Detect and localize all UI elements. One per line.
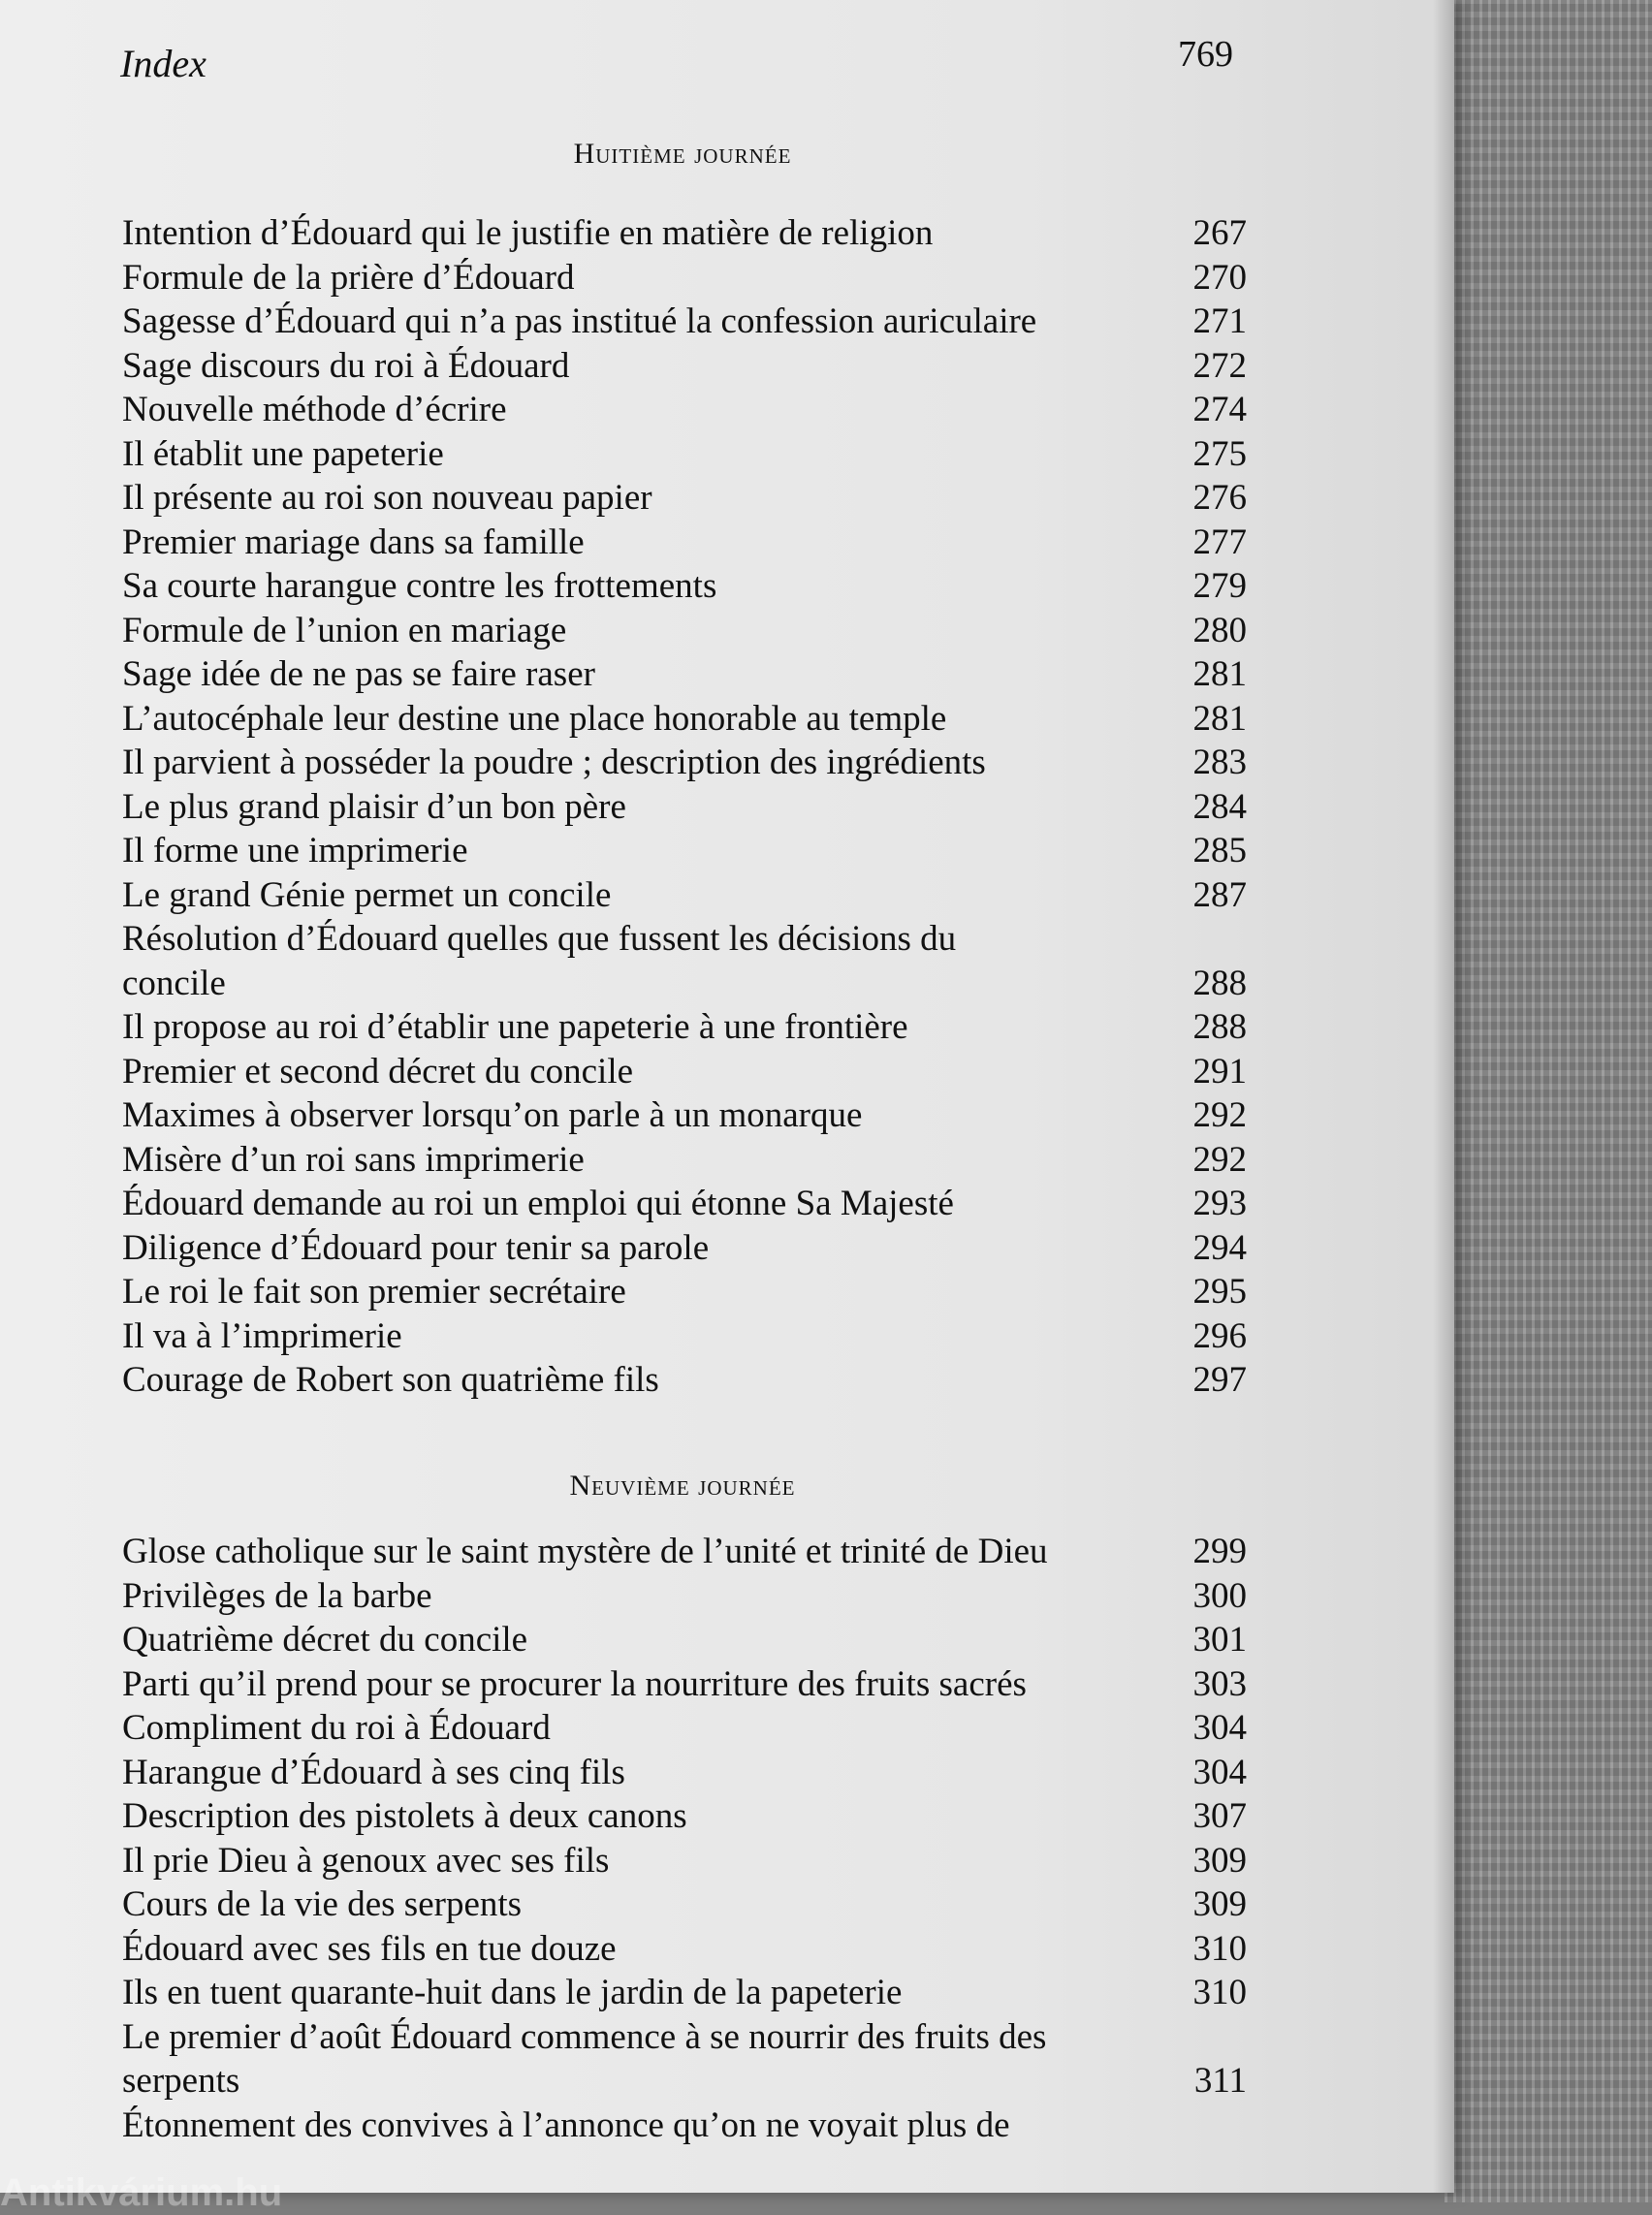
entry-text: Sa courte harangue contre les frottements	[122, 566, 717, 606]
entry-page: 296	[1192, 1315, 1247, 1356]
index-entry	[122, 1314, 1247, 1359]
section-heading-8: Huitième journée	[573, 138, 792, 170]
entry-page: 274	[1192, 390, 1247, 429]
entry-page: 277	[1192, 522, 1247, 562]
entry-text: Édouard avec ses fils en tue douze	[122, 1928, 617, 1969]
index-entry	[122, 609, 1247, 653]
entry-page: 270	[1192, 257, 1247, 298]
entry-page: 300	[1192, 1575, 1247, 1616]
entry-page: 279	[1192, 566, 1247, 606]
index-entry	[122, 1794, 1247, 1839]
index-entry	[122, 1927, 1247, 1972]
entry-text: Étonnement des convives à l’annonce qu’on ne voyait plus de	[122, 2104, 1010, 2145]
entry-text: Quatrième décret du concile	[122, 1620, 528, 1660]
entry-page: 292	[1192, 1095, 1247, 1135]
entry-page: 280	[1192, 610, 1247, 650]
entry-page: 311	[1193, 2061, 1247, 2101]
index-entry	[122, 917, 1247, 962]
entry-text: Parti qu’il prend pour se procurer la nourriture des fruits sacrés	[122, 1663, 1027, 1704]
entry-page: 297	[1192, 1360, 1247, 1400]
index-entry	[122, 873, 1247, 918]
entry-page: 304	[1192, 1708, 1247, 1748]
entry-page: 271	[1192, 301, 1247, 341]
entry-page: 303	[1192, 1663, 1247, 1704]
entry-page: 293	[1192, 1184, 1247, 1223]
entry-text: Formule de l’union en mariage	[122, 610, 567, 650]
entry-text: Sagesse d’Édouard qui n’a pas institué la confession auriculaire	[122, 301, 1037, 341]
index-entry	[122, 1839, 1247, 1883]
entry-text: L’autocéphale leur destine une place honorable au temple	[122, 698, 947, 739]
entry-text: Il établit une papeterie	[122, 433, 444, 474]
entry-text: Sage discours du roi à Édouard	[122, 345, 570, 386]
entry-text: Maximes à observer lorsqu’on parle à un monarque	[122, 1095, 863, 1135]
entry-text: Misère d’un roi sans imprimerie	[122, 1139, 585, 1180]
entry-text: Le premier d’août Édouard commence à se nourrir des fruits des	[122, 2016, 1047, 2057]
index-entry	[122, 652, 1247, 697]
entry-text: Harangue d’Édouard à ses cinq fils	[122, 1752, 625, 1792]
index-list-8	[122, 211, 1247, 1403]
entry-text: Nouvelle méthode d’écrire	[122, 390, 507, 429]
entry-text: Il prie Dieu à genoux avec ses fils	[122, 1840, 610, 1881]
index-entry	[122, 1883, 1247, 1927]
index-entry	[122, 2015, 1247, 2060]
entry-page: 272	[1192, 345, 1247, 386]
index-entry	[122, 1358, 1247, 1403]
index-entry	[122, 256, 1247, 301]
entry-text: Il parvient à posséder la poudre ; description des ingrédients	[122, 743, 986, 782]
index-entry	[122, 388, 1247, 432]
running-head: Index	[120, 42, 206, 85]
index-entry	[122, 1530, 1247, 1574]
index-entry	[122, 1050, 1247, 1094]
entry-page: 299	[1192, 1532, 1247, 1571]
index-entry	[122, 1005, 1247, 1050]
entry-page: 267	[1192, 213, 1247, 253]
index-entry	[122, 344, 1247, 389]
index-entry	[122, 1618, 1247, 1662]
entry-page: 287	[1192, 874, 1247, 915]
index-entry	[122, 1182, 1247, 1226]
entry-page: 283	[1192, 743, 1247, 782]
entry-page: 292	[1192, 1139, 1247, 1180]
index-entry	[122, 785, 1247, 830]
index-entry	[122, 1971, 1247, 2015]
entry-page: 309	[1192, 1884, 1247, 1924]
entry-text: Premier et second décret du concile	[122, 1051, 634, 1092]
entry-page: 310	[1192, 1928, 1247, 1969]
entry-page: 284	[1192, 786, 1247, 827]
index-entry	[122, 697, 1247, 742]
entry-text: Courage de Robert son quatrième fils	[122, 1360, 659, 1400]
index-entry	[122, 2104, 1247, 2148]
watermark-logo: Antikvárium.hu	[0, 2171, 283, 2214]
entry-text: Intention d’Édouard qui le justifie en matière de religion	[122, 213, 934, 253]
entry-page: 288	[1192, 1007, 1247, 1047]
entry-text: Il propose au roi d’établir une papeterie à une frontière	[122, 1007, 908, 1047]
index-entry	[122, 1270, 1247, 1314]
index-entry	[122, 521, 1247, 565]
entry-text: Diligence d’Édouard pour tenir sa parole	[122, 1227, 710, 1268]
background-texture	[1445, 0, 1652, 2202]
entry-text: Résolution d’Édouard quelles que fussent les décisions du	[122, 919, 957, 959]
index-entry	[122, 564, 1247, 609]
section-heading-9: Neuvième journée	[569, 1470, 796, 1502]
entry-text: Glose catholique sur le saint mystère de l’unité et trinité de Dieu	[122, 1532, 1048, 1571]
entry-text: Il forme une imprimerie	[122, 831, 468, 870]
entry-text: Premier mariage dans sa famille	[122, 522, 585, 562]
index-entry	[122, 2059, 1247, 2104]
entry-page: 276	[1192, 478, 1247, 518]
entry-page: 304	[1192, 1752, 1247, 1792]
entry-page: 288	[1192, 963, 1247, 1003]
page-number: 769	[1178, 34, 1233, 75]
index-entry	[122, 1093, 1247, 1138]
entry-text: Sage idée de ne pas se faire raser	[122, 654, 595, 694]
entry-text: Cours de la vie des serpents	[122, 1884, 523, 1924]
entry-page: 291	[1192, 1051, 1247, 1092]
index-entry	[122, 1662, 1247, 1707]
entry-text: Compliment du roi à Édouard	[122, 1708, 551, 1748]
entry-text: Le roi le fait son premier secrétaire	[122, 1272, 626, 1312]
entry-page: 275	[1192, 433, 1247, 474]
index-entry	[122, 476, 1247, 521]
entry-page: 295	[1192, 1272, 1247, 1312]
entry-page: 301	[1192, 1620, 1247, 1660]
entry-text: Le plus grand plaisir d’un bon père	[122, 786, 626, 827]
index-entry	[122, 1226, 1247, 1271]
entry-text: Formule de la prière d’Édouard	[122, 257, 575, 298]
index-entry	[122, 1706, 1247, 1751]
entry-page: 309	[1192, 1840, 1247, 1881]
entry-text: Il présente au roi son nouveau papier	[122, 478, 652, 518]
entry-page: 281	[1192, 698, 1247, 739]
entry-text: Le grand Génie permet un concile	[122, 874, 612, 915]
entry-text: concile	[122, 963, 226, 1003]
index-entry	[122, 829, 1247, 873]
index-entry	[122, 432, 1247, 477]
entry-page: 281	[1192, 654, 1247, 694]
entry-text: Édouard demande au roi un emploi qui étonne Sa Majesté	[122, 1184, 954, 1223]
entry-text: Privilèges de la barbe	[122, 1575, 432, 1616]
index-entry	[122, 741, 1247, 785]
entry-text: serpents	[122, 2061, 240, 2101]
index-entry	[122, 1574, 1247, 1619]
index-list-9	[122, 1530, 1247, 2147]
entry-page: 307	[1192, 1796, 1247, 1836]
entry-text: Description des pistolets à deux canons	[122, 1796, 687, 1836]
entry-page: 294	[1192, 1227, 1247, 1268]
entry-page: 285	[1192, 831, 1247, 870]
entry-page: 310	[1192, 1973, 1247, 2012]
entry-text: Il va à l’imprimerie	[122, 1315, 402, 1356]
index-entry	[122, 1751, 1247, 1795]
entry-text: Ils en tuent quarante-huit dans le jardin de la papeterie	[122, 1973, 903, 2012]
index-entry	[122, 1138, 1247, 1183]
index-entry	[122, 962, 1247, 1006]
index-entry	[122, 211, 1247, 256]
index-entry	[122, 300, 1247, 344]
